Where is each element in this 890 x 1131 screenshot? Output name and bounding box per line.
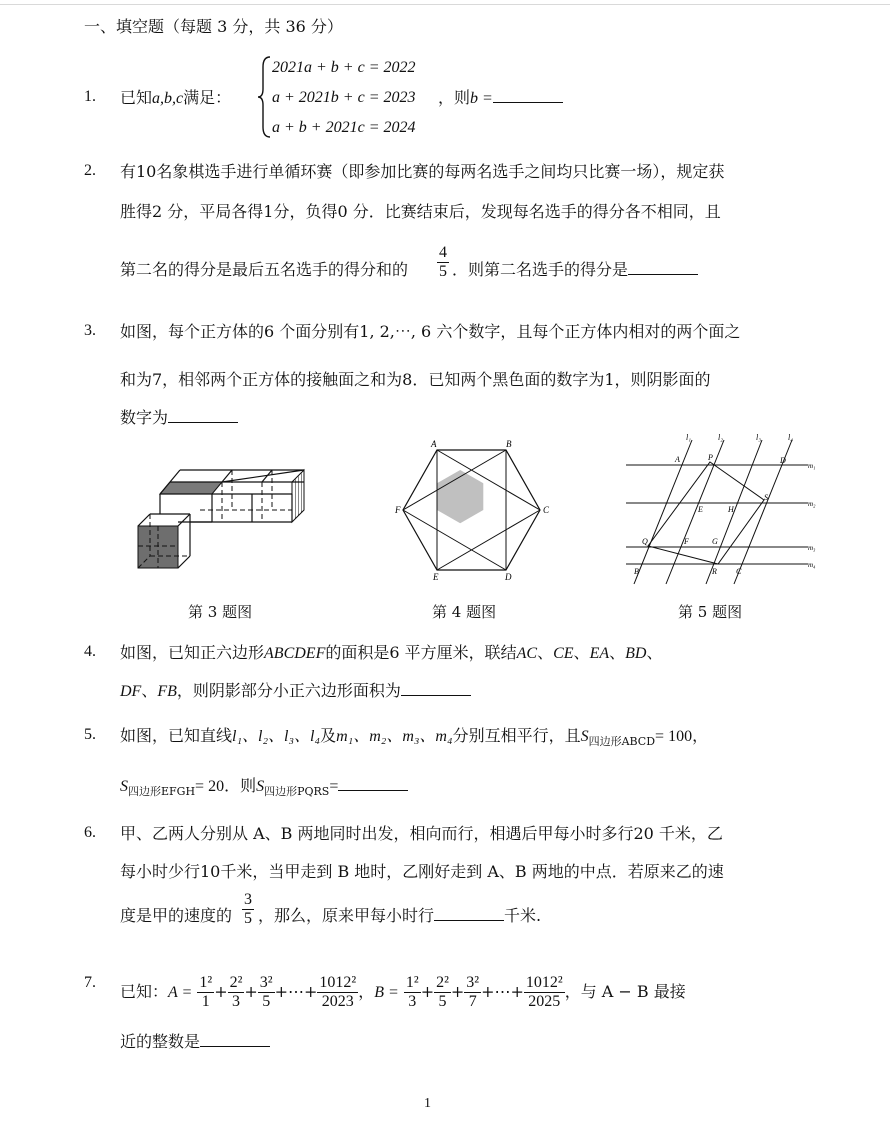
label-C: C xyxy=(736,567,742,576)
q4-number: 4. xyxy=(84,643,96,660)
label-l2: l₂ xyxy=(718,433,724,442)
cube-hatched-face xyxy=(292,470,304,522)
q5-line1: 如图，已知直线l₁、l₂、l₃、l₄及m₁、m₂、m₃、m₄分别互相平行，且$S_{四边形ABCD}= 100$， xyxy=(120,726,709,749)
label-G: G xyxy=(712,537,718,546)
q1-prefix: 已知a,b,c满足： xyxy=(120,88,232,107)
page-number: 1 xyxy=(424,1096,431,1111)
q1-vars: a,b,c xyxy=(152,90,184,107)
q2-line3: 第二名的得分是最后五名选手的得分和的 xyxy=(120,260,409,279)
q2-line3-tail: ．则第二名选手的得分是 xyxy=(452,260,698,280)
q7-a-term-last: $\frac{\text{1012²}}{2023}$ xyxy=(319,974,357,1010)
label-E: E xyxy=(698,505,703,514)
label-m2: m₂ xyxy=(808,500,816,508)
q5-line2: $S_{四边形EFGH}= 20$．则$S_{四边形PQRS}=$ xyxy=(120,776,408,802)
q6-line3a: 度是甲的速度的 xyxy=(120,906,233,925)
q5-number: 5. xyxy=(84,726,96,743)
q2-answer-blank[interactable] xyxy=(628,274,698,275)
q1-eq2: a + 2021b + c = 2023 xyxy=(272,89,416,106)
q1-brace xyxy=(258,55,272,139)
hex-label-D: D xyxy=(505,572,512,582)
q7-answer-blank[interactable] xyxy=(200,1046,270,1047)
page-top-border xyxy=(0,4,890,5)
label-R: R xyxy=(712,567,717,576)
q7-number: 7. xyxy=(84,974,96,991)
q6-number: 6. xyxy=(84,824,96,841)
q3-answer-blank[interactable] xyxy=(168,422,238,423)
q1-ask: ，则b = xyxy=(438,88,563,109)
q4-line2: DF、FB，则阴影部分小正六边形面积为 xyxy=(120,681,471,702)
q7-line1: 已知：A = $\frac{\text{1²}}{1}$ + $\frac{\text{2²}}{3}$ + $\frac{\text{3²}}{5}$ +⋯+ $\frac{\text{1012²}}{2023}$ ，B = $\frac{\text{1²}}{3}$ + $\frac{\text{2²}}{5}$ + $\frac{\text{3²}}{7}$ +⋯+ $\frac{\text{1012²}}{2025}$ ，与 A − B 最接 xyxy=(120,974,686,1010)
figure-5-parallel-lines xyxy=(622,432,822,592)
label-l4: l₄ xyxy=(788,433,794,442)
hexagon-shaded-region xyxy=(437,470,483,523)
figure-5-caption: 第 5 题图 xyxy=(678,603,743,621)
label-A: A xyxy=(675,455,680,464)
q7-a-term-2: $\frac{\text{2²}}{3}$ xyxy=(229,974,243,1010)
q4-answer-blank[interactable] xyxy=(401,695,471,696)
label-m1: m₁ xyxy=(808,462,816,470)
q7-line2: 近的整数是 xyxy=(120,1032,270,1052)
q6-fraction: $\frac{3}{5}$ xyxy=(244,891,252,927)
q1-answer-blank[interactable] xyxy=(493,102,563,103)
figure-4-caption: 第 4 题图 xyxy=(432,603,497,621)
q4-line1: 如图，已知正六边形ABCDEF的面积是6 平方厘米，联结AC、CE、EA、BD、 xyxy=(120,643,663,662)
q5-answer-blank[interactable] xyxy=(338,790,408,791)
q7-a-term-1: $\frac{\text{1²}}{1}$ xyxy=(199,974,213,1010)
q6-line3-tail: ，那么，原来甲每小时行 千米. xyxy=(258,906,542,925)
q2-number: 2. xyxy=(84,162,96,179)
cube-top-dark-face xyxy=(160,482,222,494)
figure-4-hexagon xyxy=(395,440,555,580)
q3-line3: 数字为 xyxy=(120,408,238,428)
q7-b-term-2: $\frac{\text{2²}}{5}$ xyxy=(436,974,449,1010)
label-m4: m₄ xyxy=(808,561,816,569)
label-P: P xyxy=(708,453,713,462)
hex-label-C: C xyxy=(543,505,550,515)
q7-b-term-3: $\frac{\text{3²}}{7}$ xyxy=(466,974,480,1010)
q7-b-term-1: $\frac{\text{1²}}{3}$ xyxy=(405,974,419,1010)
q1-eq1: 2021a + b + c = 2022 xyxy=(272,59,416,76)
q3-line1: 如图，每个正方体的6 个面分别有1, 2,⋯, 6 六个数字，且每个正方体内相对的两个面之 xyxy=(120,322,741,341)
q6-line1: 甲、乙两人分别从 A、B 两地同时出发，相向而行，相遇后甲每小时多行20 千米，乙 xyxy=(120,824,723,843)
label-S: S xyxy=(764,493,768,502)
q2-line2: 胜得2 分，平局各得1分，负得0 分．比赛结束后，发现每名选手的得分各不相同，且 xyxy=(120,202,721,221)
hex-label-A: A xyxy=(431,439,437,449)
q6-line2: 每小时少行10千米，当甲走到 B 地时，乙刚好走到 A、B 两地的中点．若原来乙的速 xyxy=(120,862,724,881)
label-l3: l₃ xyxy=(756,433,762,442)
hex-label-E: E xyxy=(433,572,439,582)
hex-label-F: F xyxy=(395,505,401,515)
q3-line2: 和为7，相邻两个正方体的接触面之和为8．已知两个黑色面的数字为1，则阴影面的 xyxy=(120,370,711,389)
section-title: 一、填空题（每题 3 分，共 36 分） xyxy=(84,17,343,36)
q2-fraction: $\frac{4}{5}$ xyxy=(439,244,447,280)
q3-number: 3. xyxy=(84,322,96,339)
label-B: B xyxy=(634,567,639,576)
q7-b-term-last: $\frac{\text{1012²}}{2025}$ xyxy=(525,974,563,1010)
q1-eq3: a + b + 2021c = 2024 xyxy=(272,119,416,136)
figure-3-cubes xyxy=(130,470,310,575)
label-l1: l₁ xyxy=(686,433,692,442)
figure-3-caption: 第 3 题图 xyxy=(188,603,253,621)
q2-line1: 有10名象棋选手进行单循环赛（即参加比赛的每两名选手之间均只比赛一场），规定获 xyxy=(120,162,725,181)
q6-answer-blank[interactable] xyxy=(434,920,504,921)
label-m3: m₃ xyxy=(808,544,816,552)
q1-number: 1. xyxy=(84,88,96,105)
label-D: D xyxy=(780,456,786,465)
label-Q: Q xyxy=(642,537,648,546)
label-H: H xyxy=(728,505,734,514)
label-F: F xyxy=(684,537,689,546)
hex-label-B: B xyxy=(506,439,512,449)
q7-a-term-3: $\frac{\text{3²}}{5}$ xyxy=(259,974,273,1010)
